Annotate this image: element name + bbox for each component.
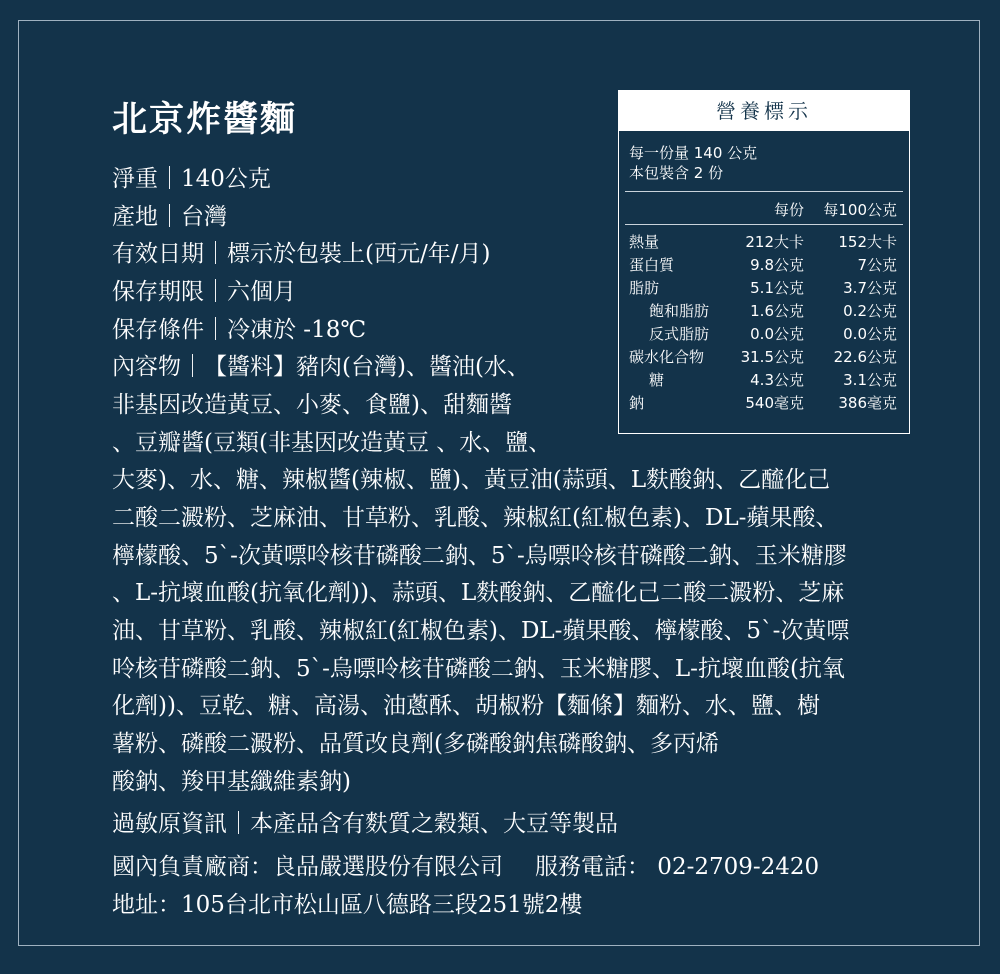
ingredients-line: 檸檬酸、5`-次黃嘌呤核苷磷酸二鈉、5`-烏嘌呤核苷磷酸二鈉、玉米糖膠 — [112, 543, 847, 569]
nutrient-per-serving: 9.8公克 — [750, 256, 804, 274]
col-per-100g: 每100公克 — [823, 201, 897, 219]
nutrition-row-carbohydrate — [619, 346, 909, 369]
product-title: 北京炸醬麵 — [112, 99, 298, 140]
nutrient-per-100g: 0.0公克 — [843, 325, 897, 343]
nutrient-per-serving: 1.6公克 — [750, 302, 804, 320]
nutrient-per-100g: 3.7公克 — [843, 279, 897, 297]
nutrient-name: 鈉 — [629, 394, 645, 412]
info-line: 保存期限｜六個月 — [112, 279, 296, 305]
manufacturer: 國內負責廠商：良品嚴選股份有限公司 — [112, 854, 503, 880]
ingredients-line: 大麥)、水、糖、辣椒醬(辣椒、鹽)、黃豆油(蒜頭、L麩酸鈉、乙醯化己 — [112, 467, 831, 493]
col-per-serving: 每份 — [773, 201, 804, 219]
service-phone: 服務電話： 02-2709-2420 — [535, 854, 820, 880]
nutrition-header: 營養標示 — [619, 91, 909, 131]
column-headers — [619, 199, 909, 222]
ingredients-line: 化劑))、豆乾、糖、高湯、油蔥酥、胡椒粉【麵條】麵粉、水、鹽、樹 — [112, 693, 820, 719]
nutrient-name: 糖 — [649, 371, 665, 389]
nutrient-name: 反式脂肪 — [649, 325, 710, 343]
ingredients-line: 薯粉、磷酸二澱粉、品質改良劑(多磷酸鈉焦磷酸鈉、多丙烯 — [112, 731, 719, 757]
nutrition-facts-panel — [618, 90, 910, 434]
nutrient-per-serving: 5.1公克 — [750, 279, 804, 297]
divider — [625, 191, 903, 192]
nutrition-row-fat — [619, 277, 909, 300]
ingredients-line: 油、甘草粉、乳酸、辣椒紅(紅椒色素)、DL-蘋果酸、檸檬酸、5`-次黃嘌 — [112, 618, 850, 644]
nutrient-per-serving: 31.5公克 — [740, 348, 804, 366]
nutrient-per-100g: 22.6公克 — [833, 348, 897, 366]
nutrient-per-100g: 7公克 — [857, 256, 897, 274]
nutrition-row-energy — [619, 231, 909, 254]
nutrient-per-serving: 4.3公克 — [750, 371, 804, 389]
nutrient-name: 蛋白質 — [629, 256, 675, 274]
divider — [625, 224, 903, 225]
nutrition-row-protein — [619, 254, 909, 277]
nutrient-name: 碳水化合物 — [629, 348, 705, 366]
nutrient-per-100g: 386毫克 — [838, 394, 897, 412]
nutrient-per-100g: 0.2公克 — [843, 302, 897, 320]
info-line: 淨重｜140公克 — [112, 166, 271, 192]
nutrition-row-sodium — [619, 392, 909, 415]
ingredients-line: 酸鈉、羧甲基纖維素鈉) — [112, 769, 351, 795]
nutrient-name: 脂肪 — [629, 279, 660, 297]
manufacturer-line — [112, 852, 819, 882]
info-line: 產地｜台灣 — [112, 204, 227, 230]
info-line: 有效日期｜標示於包裝上(西元/年/月) — [112, 241, 491, 267]
servings-per-pack: 本包裝含 2 份 — [629, 164, 724, 182]
nutrition-row-sugar — [619, 369, 909, 392]
allergen-line: 過敏原資訊｜本產品含有麩質之穀類、大豆等製品 — [112, 811, 618, 837]
nutrient-per-serving: 212大卡 — [745, 233, 804, 251]
address-line: 地址：105台北市松山區八德路三段251號2樓 — [112, 892, 583, 918]
serving-size: 每一份量 140 公克 — [629, 144, 758, 162]
nutrition-row-trans-fat — [619, 323, 909, 346]
nutrient-per-serving: 0.0公克 — [750, 325, 804, 343]
nutrient-per-serving: 540毫克 — [745, 394, 804, 412]
serving-info — [629, 143, 757, 183]
nutrient-name: 熱量 — [629, 233, 660, 251]
nutrition-row-saturated-fat — [619, 300, 909, 323]
nutrient-per-100g: 152大卡 — [838, 233, 897, 251]
ingredients-line: 二酸二澱粉、芝麻油、甘草粉、乳酸、辣椒紅(紅椒色素)、DL-蘋果酸、 — [112, 505, 839, 531]
ingredients-line: 、L-抗壞血酸(抗氧化劑))、蒜頭、L麩酸鈉、乙醯化己二酸二澱粉、芝麻 — [112, 580, 845, 606]
nutrient-name: 飽和脂肪 — [649, 302, 710, 320]
info-line: 保存條件｜冷凍於 -18℃ — [112, 317, 367, 343]
ingredients-line: 內容物｜【醬料】豬肉(台灣)、醬油(水、 — [112, 354, 530, 380]
ingredients-line: 呤核苷磷酸二鈉、5`-烏嘌呤核苷磷酸二鈉、玉米糖膠、L-抗壞血酸(抗氧 — [112, 656, 845, 682]
nutrient-per-100g: 3.1公克 — [843, 371, 897, 389]
ingredients-line: 非基因改造黃豆、小麥、食鹽)、甜麵醬 — [112, 392, 512, 418]
ingredients-line: 、豆瓣醬(豆類(非基因改造黃豆 、水、鹽、 — [112, 430, 552, 456]
